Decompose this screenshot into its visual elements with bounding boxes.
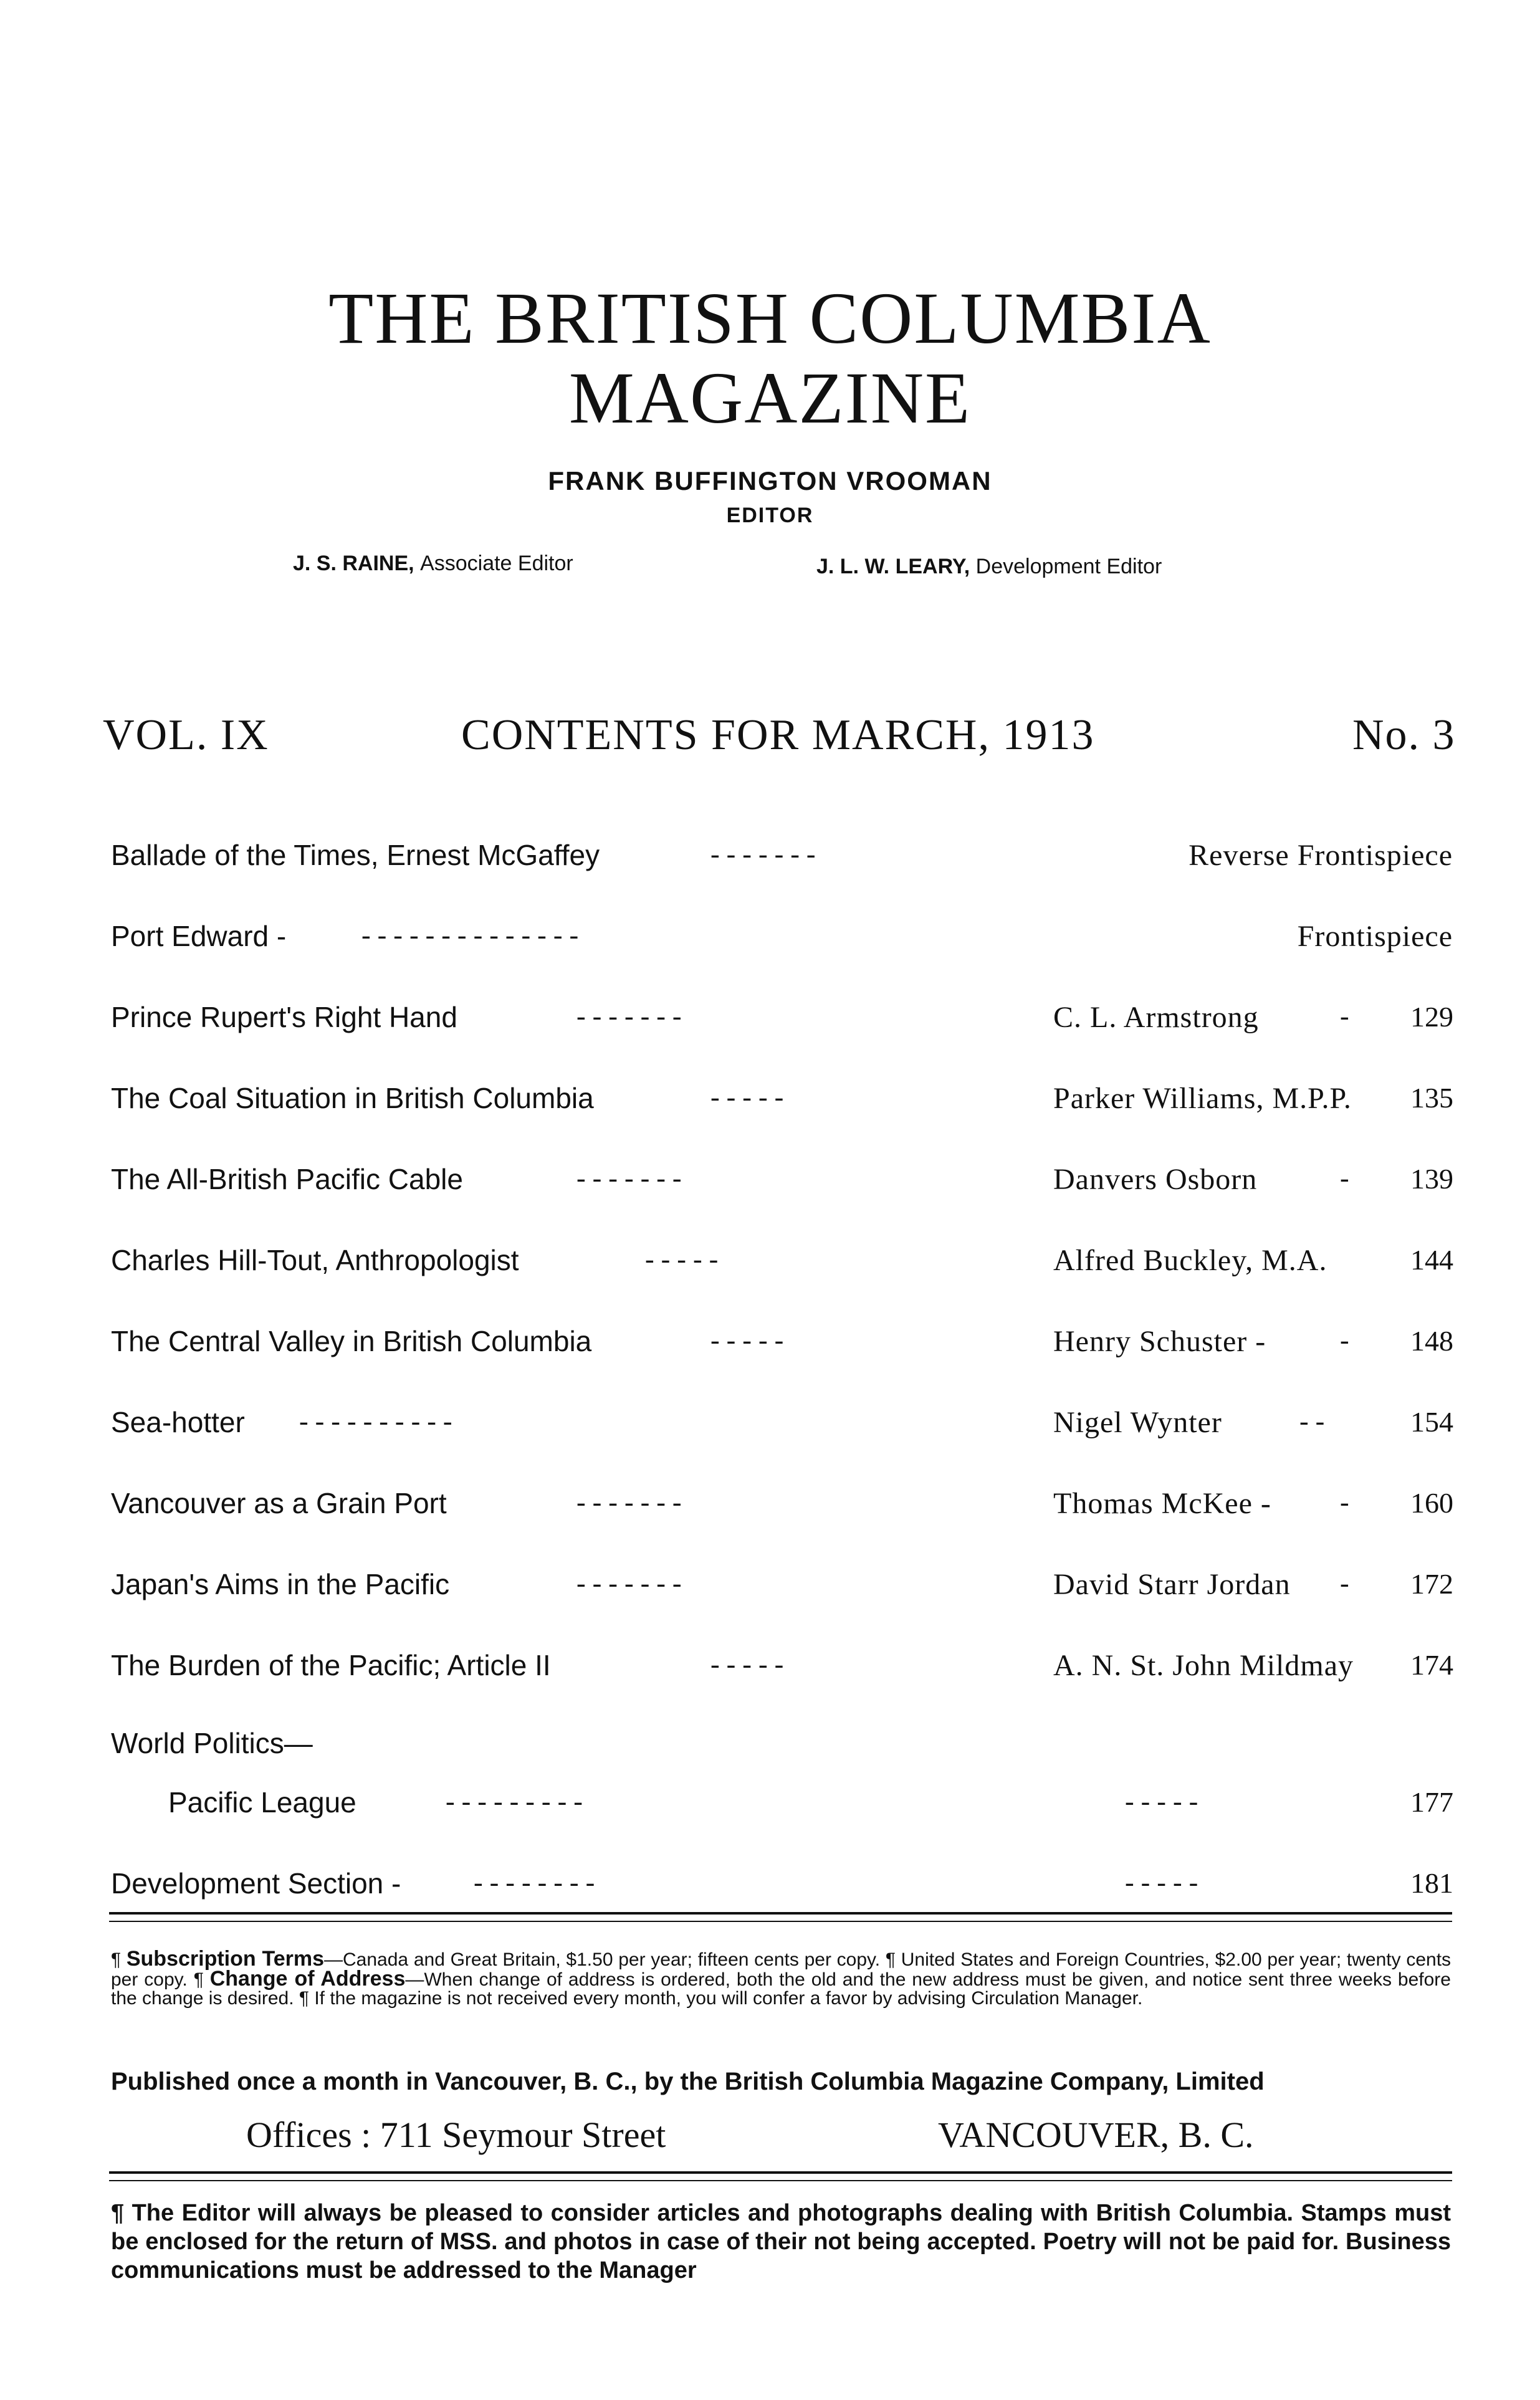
- development-editor-role: Development Editor: [975, 555, 1162, 578]
- editor-note: [111, 2199, 1451, 2285]
- toc-author: Thomas McKee -: [1053, 1487, 1271, 1520]
- paragraph-mark-icon: ¶: [111, 1949, 122, 1970]
- circulation-notice-text: If the magazine is not received every month, you will confer a favor by advising Circulation Manager.: [314, 1988, 1143, 2009]
- toc-page-number: 135: [1410, 1082, 1453, 1114]
- contents-heading: CONTENTS FOR MARCH, 1913: [461, 711, 1095, 759]
- toc-leader-dashes: -: [1340, 1001, 1349, 1031]
- associate-editor-role: Associate Editor: [420, 552, 573, 575]
- change-of-address-label: Change of Address: [209, 1967, 406, 1991]
- toc-leader-dashes: - - - - -: [1125, 1867, 1198, 1898]
- subscription-terms-label: Subscription Terms: [126, 1947, 325, 1971]
- associate-editor: [293, 552, 573, 576]
- toc-article-title: The Central Valley in British Columbia: [111, 1325, 592, 1357]
- editor-role: EDITOR: [726, 504, 814, 527]
- subscription-terms-text: —Canada and Great Britain, $1.50 per year; fifteen cents per copy.: [324, 1949, 881, 1970]
- toc-leader-dashes: - - - - -: [710, 1082, 784, 1112]
- toc-leader-dashes: -: [1340, 1487, 1349, 1518]
- subscription-terms: [111, 1949, 1451, 2008]
- change-of-address-text: —When change of address is ordered, both the old and the new address must be given, and notice sent three weeks before the change is desired.: [111, 1969, 1451, 2009]
- toc-leader-dashes: - - - - -: [710, 1649, 784, 1680]
- toc-leader-dashes: - - - - - - -: [576, 1568, 682, 1599]
- toc-article-title: Development Section -: [111, 1867, 401, 1900]
- toc-article-title: Sea-hotter: [111, 1406, 245, 1438]
- divider-rule: [109, 2180, 1452, 2181]
- editor-name: FRANK BUFFINGTON VROOMAN: [548, 466, 992, 495]
- development-editor: [816, 555, 1162, 579]
- toc-article-title: Charles Hill-Tout, Anthropologist: [111, 1244, 519, 1276]
- toc-author: Reverse Frontispiece: [1188, 839, 1453, 872]
- toc-leader-dashes: - - - - - - -: [576, 1487, 682, 1518]
- toc-author: David Starr Jordan: [1053, 1568, 1291, 1601]
- associate-editor-name: J. S. RAINE,: [293, 552, 414, 575]
- toc-author: C. L. Armstrong: [1053, 1001, 1259, 1034]
- toc-leader-dashes: - - - - - - - -: [474, 1867, 595, 1898]
- toc-page-number: 177: [1410, 1786, 1453, 1818]
- development-editor-name: J. L. W. LEARY,: [816, 555, 970, 578]
- toc-page-number: 154: [1410, 1406, 1453, 1438]
- magazine-title-line2: MAGAZINE: [568, 357, 972, 439]
- toc-author: Parker Williams, M.P.P.: [1053, 1082, 1352, 1115]
- toc-page-number: 148: [1410, 1325, 1453, 1357]
- toc-page-number: 174: [1410, 1649, 1453, 1681]
- toc-leader-dashes: - - - - - - - - - -: [299, 1406, 452, 1437]
- paragraph-mark-icon: ¶: [193, 1969, 204, 1990]
- toc-author: Danvers Osborn: [1053, 1163, 1258, 1196]
- toc-article-title: Pacific League: [168, 1786, 356, 1819]
- paragraph-mark-icon: ¶: [885, 1949, 896, 1970]
- divider-rule: [109, 1921, 1452, 1922]
- toc-article-title: Japan's Aims in the Pacific: [111, 1568, 450, 1600]
- toc-leader-dashes: - - - - - - - - -: [446, 1786, 583, 1817]
- toc-leader-dashes: -: [1340, 1163, 1349, 1193]
- toc-page-number: 181: [1410, 1867, 1453, 1899]
- toc-page-number: 129: [1410, 1001, 1453, 1033]
- toc-article-title: The Coal Situation in British Columbia: [111, 1082, 594, 1114]
- paragraph-mark-icon: ¶: [299, 1988, 309, 2009]
- toc-article-title: World Politics—: [111, 1727, 313, 1759]
- toc-author: A. N. St. John Mildmay: [1053, 1649, 1354, 1682]
- divider-rule: [109, 2171, 1452, 2174]
- toc-article-title: Ballade of the Times, Ernest McGaffey: [111, 839, 600, 871]
- publisher-line: Published once a month in Vancouver, B. C., by the British Columbia Magazine Company, Limited: [111, 2068, 1265, 2095]
- toc-author: Alfred Buckley, M.A.: [1053, 1244, 1327, 1277]
- issue-number: No. 3: [1352, 711, 1456, 759]
- toc-leader-dashes: - - - - -: [710, 1325, 784, 1355]
- toc-page-number: 160: [1410, 1487, 1453, 1519]
- toc-author: Nigel Wynter: [1053, 1406, 1222, 1439]
- paragraph-mark-icon: ¶: [111, 2200, 125, 2226]
- toc-leader-dashes: -: [1340, 1568, 1349, 1599]
- publisher-city: VANCOUVER, B. C.: [938, 2115, 1254, 2155]
- divider-rule: [109, 1912, 1452, 1915]
- foreign-terms-text: United States and Foreign Countries, $2.00 per year; twenty cents per copy.: [111, 1949, 1452, 1990]
- toc-leader-dashes: - - - - - - -: [576, 1163, 682, 1193]
- toc-leader-dashes: - - - - -: [1125, 1786, 1198, 1817]
- toc-leader-dashes: - -: [1299, 1406, 1325, 1437]
- toc-page-number: 144: [1410, 1244, 1453, 1276]
- toc-article-title: Port Edward -: [111, 920, 287, 952]
- editor-note-text: The Editor will always be pleased to consider articles and photographs dealing with British Columbia. Stamps must be enclosed for the return of MSS. and photos in case of their not being accepted. Poetry will not be paid for. Business communications must be addressed to the Manager: [111, 2200, 1451, 2283]
- toc-leader-dashes: - - - - - - -: [710, 839, 816, 869]
- volume-label: VOL. IX: [103, 711, 269, 759]
- toc-author: Henry Schuster -: [1053, 1325, 1266, 1358]
- toc-article-title: The Burden of the Pacific; Article II: [111, 1649, 551, 1681]
- toc-article-title: The All-British Pacific Cable: [111, 1163, 463, 1195]
- toc-page-number: 139: [1410, 1163, 1453, 1195]
- toc-article-title: Vancouver as a Grain Port: [111, 1487, 447, 1519]
- toc-leader-dashes: -: [1340, 1325, 1349, 1355]
- magazine-title-line1: THE BRITISH COLUMBIA: [328, 277, 1212, 359]
- toc-article-title: Prince Rupert's Right Hand: [111, 1001, 457, 1033]
- offices-address: Offices : 711 Seymour Street: [246, 2115, 666, 2155]
- toc-page-number: 172: [1410, 1568, 1453, 1600]
- toc-author: Frontispiece: [1297, 920, 1453, 953]
- toc-leader-dashes: - - - - - - - - - - - - - -: [361, 920, 579, 950]
- toc-leader-dashes: - - - - -: [645, 1244, 719, 1274]
- toc-leader-dashes: - - - - - - -: [576, 1001, 682, 1031]
